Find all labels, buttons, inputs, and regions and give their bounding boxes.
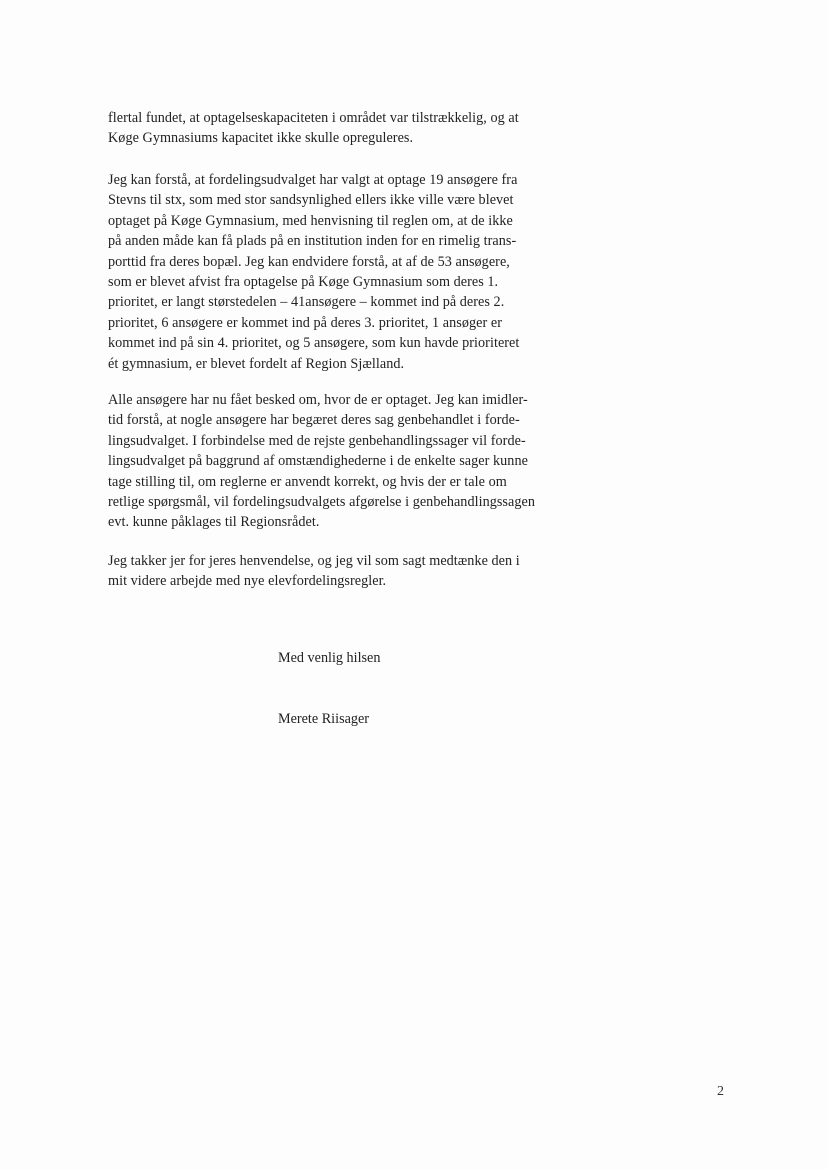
paragraph-distribution xyxy=(108,170,578,374)
text-line: kommet ind på sin 4. prioritet, og 5 ansøgere, som kun havde prioriteret xyxy=(108,335,520,352)
text-line: Alle ansøgere har nu fået besked om, hvor de er optaget. Jeg kan imidler- xyxy=(108,392,528,408)
text-line: tid forstå, at nogle ansøgere har begæret deres sag genbehandlet i forde- xyxy=(108,412,520,429)
text-line: lingsudvalget. I forbindelse med de rejste genbehandlingssager vil forde- xyxy=(108,432,526,449)
text-line: porttid fra deres bopæl. Jeg kan endvidere forstå, at af de 53 ansøgere, xyxy=(108,253,510,270)
text-line: flertal fundet, at optagelseskapaciteten i området var tilstrækkelig, og at xyxy=(108,110,519,126)
text-line: Jeg takker jer for jeres henvendelse, og jeg vil som sagt medtænke den i xyxy=(108,553,520,569)
closing-greeting: Med venlig hilsen xyxy=(278,650,381,666)
paragraph-thanks xyxy=(108,551,578,592)
text-line: prioritet, 6 ansøgere er kommet ind på deres 3. prioritet, 1 ansøger er xyxy=(108,314,502,331)
text-line: Køge Gymnasiums kapacitet ikke skulle opreguleres. xyxy=(108,130,414,147)
text-line: retlige spørgsmål, vil fordelingsudvalgets afgørelse i genbehandlingssagen xyxy=(108,494,535,511)
signer-name: Merete Riisager xyxy=(278,711,369,727)
page-number: 2 xyxy=(717,1084,724,1099)
text-line: som er blevet afvist fra optagelse på Køge Gymnasium som deres 1. xyxy=(108,274,499,291)
text-line: optaget på Køge Gymnasium, med henvisning til reglen om, at de ikke xyxy=(108,212,513,229)
paragraph-capacity xyxy=(108,108,578,149)
paragraph-reconsideration xyxy=(108,390,578,533)
text-line: mit videre arbejde med nye elevfordelingsregler. xyxy=(108,573,387,590)
text-line: Jeg kan forstå, at fordelingsudvalget har valgt at optage 19 ansøgere fra xyxy=(108,172,518,188)
text-line: Stevns til stx, som med stor sandsynlighed ellers ikke ville være blevet xyxy=(108,192,514,209)
text-line: ét gymnasium, er blevet fordelt af Region Sjælland. xyxy=(108,355,405,372)
text-line: evt. kunne påklages til Regionsrådet. xyxy=(108,514,320,531)
text-line: lingsudvalget på baggrund af omstændighederne i de enkelte sager kunne xyxy=(108,453,528,470)
text-line: prioritet, er langt størstedelen – 41ansøgere – kommet ind på deres 2. xyxy=(108,294,505,311)
text-line: på anden måde kan få plads på en institution inden for en rimelig trans- xyxy=(108,233,517,250)
text-line: tage stilling til, om reglerne er anvendt korrekt, og hvis der er tale om xyxy=(108,473,507,490)
